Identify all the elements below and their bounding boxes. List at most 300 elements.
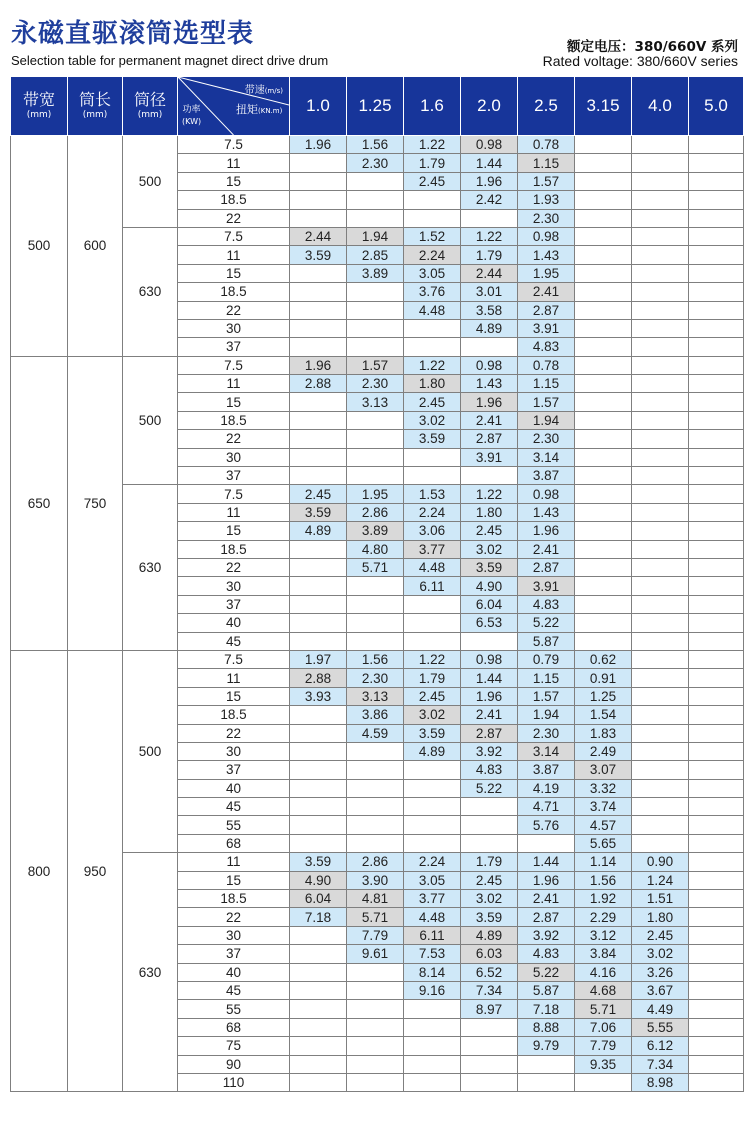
torque-cell	[290, 283, 347, 301]
torque-cell	[290, 595, 347, 613]
torque-cell: 1.57	[518, 687, 575, 705]
torque-cell: 3.59	[404, 430, 461, 448]
torque-cell: 5.87	[518, 981, 575, 999]
belt-width-cell: 650	[11, 356, 68, 650]
power-cell: 18.5	[178, 411, 290, 429]
torque-cell: 2.30	[347, 154, 404, 172]
power-cell: 11	[178, 246, 290, 264]
torque-cell	[632, 485, 689, 503]
torque-cell: 1.22	[404, 356, 461, 374]
torque-cell	[347, 283, 404, 301]
torque-cell	[347, 834, 404, 852]
torque-cell: 6.04	[290, 890, 347, 908]
torque-cell: 4.83	[461, 761, 518, 779]
torque-cell	[290, 926, 347, 944]
torque-cell: 5.71	[347, 908, 404, 926]
torque-cell: 0.90	[632, 853, 689, 871]
torque-cell: 3.13	[347, 393, 404, 411]
torque-cell: 3.59	[290, 246, 347, 264]
torque-cell: 1.94	[347, 227, 404, 245]
belt-width-cell: 800	[11, 650, 68, 1091]
torque-cell	[290, 761, 347, 779]
torque-cell	[518, 1055, 575, 1073]
torque-cell	[461, 632, 518, 650]
torque-cell	[689, 154, 744, 172]
torque-cell	[632, 706, 689, 724]
torque-cell	[290, 209, 347, 227]
torque-cell	[404, 1037, 461, 1055]
torque-cell: 7.18	[518, 1000, 575, 1018]
power-cell: 30	[178, 319, 290, 337]
torque-cell	[347, 1055, 404, 1073]
torque-cell	[632, 540, 689, 558]
torque-cell	[404, 319, 461, 337]
power-cell: 45	[178, 981, 290, 999]
torque-cell: 4.59	[347, 724, 404, 742]
torque-cell	[290, 981, 347, 999]
torque-cell	[575, 1073, 632, 1091]
torque-cell	[461, 209, 518, 227]
torque-cell: 1.15	[518, 669, 575, 687]
torque-cell	[347, 816, 404, 834]
torque-cell: 1.96	[518, 522, 575, 540]
torque-cell: 9.16	[404, 981, 461, 999]
col-drum-diameter	[123, 77, 178, 136]
torque-cell: 3.92	[518, 926, 575, 944]
torque-cell: 1.57	[518, 172, 575, 190]
power-unit: (KW)	[182, 117, 202, 126]
torque-cell: 3.91	[518, 577, 575, 595]
torque-cell	[689, 1037, 744, 1055]
torque-cell: 4.83	[518, 338, 575, 356]
torque-cell: 2.41	[518, 540, 575, 558]
torque-cell	[290, 467, 347, 485]
torque-cell	[689, 834, 744, 852]
torque-cell	[632, 816, 689, 834]
torque-cell	[689, 283, 744, 301]
torque-cell: 2.41	[461, 706, 518, 724]
torque-cell	[632, 779, 689, 797]
power-cell: 90	[178, 1055, 290, 1073]
torque-cell	[689, 209, 744, 227]
torque-cell: 3.93	[290, 687, 347, 705]
torque-cell	[689, 871, 744, 889]
torque-cell	[689, 136, 744, 154]
torque-cell: 0.98	[461, 136, 518, 154]
torque-cell	[689, 614, 744, 632]
torque-cell: 3.59	[461, 908, 518, 926]
torque-cell: 6.11	[404, 577, 461, 595]
torque-cell: 1.44	[518, 853, 575, 871]
torque-cell: 5.22	[518, 963, 575, 981]
torque-cell	[632, 503, 689, 521]
torque-cell	[290, 1073, 347, 1091]
torque-cell	[632, 834, 689, 852]
torque-cell: 4.83	[518, 945, 575, 963]
power-cell: 15	[178, 687, 290, 705]
torque-cell: 1.53	[404, 485, 461, 503]
torque-cell	[689, 522, 744, 540]
torque-cell	[347, 448, 404, 466]
col-drum-length	[68, 77, 123, 136]
torque-cell: 1.56	[575, 871, 632, 889]
power-cell: 15	[178, 393, 290, 411]
power-cell: 37	[178, 467, 290, 485]
torque-cell: 2.88	[290, 375, 347, 393]
torque-cell: 2.44	[290, 227, 347, 245]
torque-cell	[347, 1073, 404, 1091]
torque-cell	[290, 1055, 347, 1073]
torque-cell: 1.96	[461, 172, 518, 190]
torque-cell	[290, 945, 347, 963]
torque-cell: 1.43	[461, 375, 518, 393]
power-cell: 37	[178, 761, 290, 779]
torque-cell: 0.98	[461, 650, 518, 668]
torque-cell: 1.95	[518, 264, 575, 282]
page-subtitle: Selection table for permanent magnet direct drive drum	[11, 53, 329, 68]
torque-cell: 2.87	[461, 430, 518, 448]
torque-cell: 1.22	[404, 650, 461, 668]
torque-cell: 2.45	[290, 485, 347, 503]
torque-cell: 3.02	[461, 540, 518, 558]
torque-cell	[575, 283, 632, 301]
torque-cell: 0.62	[575, 650, 632, 668]
torque-cell: 1.43	[518, 503, 575, 521]
drum-diameter-cell: 500	[123, 356, 178, 485]
torque-cell: 2.30	[518, 430, 575, 448]
torque-cell	[575, 595, 632, 613]
torque-cell	[689, 890, 744, 908]
torque-cell	[575, 393, 632, 411]
torque-cell: 1.80	[461, 503, 518, 521]
torque-cell	[575, 577, 632, 595]
torque-cell	[404, 1000, 461, 1018]
torque-cell	[575, 191, 632, 209]
torque-cell: 1.52	[404, 227, 461, 245]
torque-cell	[290, 1018, 347, 1036]
torque-cell	[632, 558, 689, 576]
torque-cell	[575, 338, 632, 356]
power-cell: 30	[178, 577, 290, 595]
torque-cell: 2.87	[518, 301, 575, 319]
torque-cell	[575, 319, 632, 337]
torque-cell: 3.02	[404, 411, 461, 429]
torque-cell	[632, 577, 689, 595]
torque-cell	[575, 154, 632, 172]
torque-cell	[290, 724, 347, 742]
torque-cell: 2.41	[518, 890, 575, 908]
torque-cell	[575, 430, 632, 448]
torque-cell	[689, 595, 744, 613]
drum-diameter-cell: 630	[123, 227, 178, 356]
torque-cell	[689, 908, 744, 926]
torque-cell: 4.16	[575, 963, 632, 981]
torque-cell: 2.45	[461, 871, 518, 889]
torque-cell	[347, 209, 404, 227]
torque-cell: 2.87	[461, 724, 518, 742]
torque-cell	[290, 172, 347, 190]
torque-cell: 1.92	[575, 890, 632, 908]
power-cell: 7.5	[178, 136, 290, 154]
torque-cell: 4.68	[575, 981, 632, 999]
torque-cell: 3.14	[518, 448, 575, 466]
torque-cell	[290, 191, 347, 209]
torque-cell: 2.87	[518, 908, 575, 926]
torque-cell: 0.98	[518, 227, 575, 245]
torque-cell: 1.57	[518, 393, 575, 411]
torque-cell: 9.79	[518, 1037, 575, 1055]
power-cell: 11	[178, 853, 290, 871]
torque-cell: 1.57	[347, 356, 404, 374]
torque-cell	[347, 779, 404, 797]
rated-voltage-en: Rated voltage: 380/660V series	[542, 53, 738, 69]
torque-cell: 2.24	[404, 853, 461, 871]
torque-cell: 3.58	[461, 301, 518, 319]
torque-cell	[290, 338, 347, 356]
torque-cell: 4.80	[347, 540, 404, 558]
torque-cell	[689, 356, 744, 374]
drum-diameter-cell: 630	[123, 853, 178, 1092]
torque-cell	[575, 246, 632, 264]
torque-cell	[689, 981, 744, 999]
torque-cell	[290, 264, 347, 282]
torque-cell: 2.24	[404, 246, 461, 264]
torque-cell	[290, 1000, 347, 1018]
torque-cell	[632, 375, 689, 393]
torque-cell: 7.18	[290, 908, 347, 926]
torque-cell	[632, 761, 689, 779]
torque-cell	[632, 742, 689, 760]
torque-cell: 2.45	[632, 926, 689, 944]
torque-cell	[347, 430, 404, 448]
torque-cell	[404, 595, 461, 613]
torque-cell	[689, 816, 744, 834]
power-cell: 75	[178, 1037, 290, 1055]
torque-cell: 1.56	[347, 136, 404, 154]
torque-cell	[290, 742, 347, 760]
torque-cell	[632, 522, 689, 540]
torque-cell	[632, 411, 689, 429]
torque-cell: 3.90	[347, 871, 404, 889]
torque-cell	[347, 319, 404, 337]
torque-cell: 3.87	[518, 467, 575, 485]
torque-cell	[404, 798, 461, 816]
drum-diameter-cell: 630	[123, 485, 178, 651]
power-cell: 68	[178, 1018, 290, 1036]
table-row	[11, 356, 744, 374]
power-cell: 7.5	[178, 227, 290, 245]
torque-cell: 5.55	[632, 1018, 689, 1036]
speed-col-header: 1.25	[347, 77, 404, 136]
power-cell: 22	[178, 301, 290, 319]
torque-cell: 3.02	[461, 890, 518, 908]
torque-cell: 2.87	[518, 558, 575, 576]
torque-cell: 5.22	[518, 614, 575, 632]
torque-cell	[689, 632, 744, 650]
torque-cell	[347, 191, 404, 209]
torque-cell: 4.90	[290, 871, 347, 889]
torque-cell	[575, 209, 632, 227]
torque-cell: 3.89	[347, 264, 404, 282]
col-drum-length-unit: (mm)	[82, 110, 108, 120]
torque-cell	[290, 614, 347, 632]
power-cell: 22	[178, 724, 290, 742]
power-cell: 30	[178, 448, 290, 466]
torque-cell: 2.45	[404, 393, 461, 411]
torque-cell	[689, 375, 744, 393]
power-cell: 18.5	[178, 191, 290, 209]
torque-cell	[404, 191, 461, 209]
torque-cell: 1.95	[347, 485, 404, 503]
torque-cell	[404, 1073, 461, 1091]
torque-cell: 1.94	[518, 706, 575, 724]
torque-cell	[632, 595, 689, 613]
torque-cell: 1.51	[632, 890, 689, 908]
power-cell: 18.5	[178, 540, 290, 558]
torque-cell: 4.90	[461, 577, 518, 595]
torque-cell	[290, 558, 347, 576]
torque-cell: 7.53	[404, 945, 461, 963]
torque-cell: 4.89	[461, 319, 518, 337]
torque-cell	[689, 945, 744, 963]
torque-cell	[689, 724, 744, 742]
torque-cell: 1.44	[461, 154, 518, 172]
torque-cell: 3.07	[575, 761, 632, 779]
torque-cell: 3.59	[290, 853, 347, 871]
torque-cell	[632, 687, 689, 705]
torque-cell	[575, 375, 632, 393]
torque-cell: 4.49	[632, 1000, 689, 1018]
power-cell: 22	[178, 430, 290, 448]
torque-cell: 2.29	[575, 908, 632, 926]
torque-cell: 1.44	[461, 669, 518, 687]
torque-label: 扭矩(KN.m)	[236, 103, 283, 116]
torque-cell	[347, 1018, 404, 1036]
torque-cell: 1.54	[575, 706, 632, 724]
torque-cell: 3.84	[575, 945, 632, 963]
torque-cell: 1.56	[347, 650, 404, 668]
torque-cell	[689, 1000, 744, 1018]
torque-cell	[347, 338, 404, 356]
torque-cell	[632, 154, 689, 172]
torque-cell: 7.34	[461, 981, 518, 999]
torque-cell: 5.71	[347, 558, 404, 576]
power-cell: 11	[178, 503, 290, 521]
power-cell: 110	[178, 1073, 290, 1091]
torque-cell: 1.24	[632, 871, 689, 889]
speed-col-header: 2.0	[461, 77, 518, 136]
torque-cell	[347, 981, 404, 999]
torque-cell: 1.80	[632, 908, 689, 926]
torque-cell: 2.41	[461, 411, 518, 429]
torque-cell: 4.83	[518, 595, 575, 613]
torque-cell	[290, 779, 347, 797]
col-belt-width	[11, 77, 68, 136]
torque-cell: 0.98	[518, 485, 575, 503]
torque-cell: 1.15	[518, 375, 575, 393]
torque-cell: 6.12	[632, 1037, 689, 1055]
torque-cell	[575, 448, 632, 466]
torque-cell: 8.98	[632, 1073, 689, 1091]
torque-cell: 3.12	[575, 926, 632, 944]
page-title: 永磁直驱滚筒选型表	[11, 19, 255, 49]
torque-cell: 2.30	[347, 669, 404, 687]
speed-col-header: 1.6	[404, 77, 461, 136]
torque-cell	[404, 467, 461, 485]
torque-cell	[404, 779, 461, 797]
torque-cell: 8.14	[404, 963, 461, 981]
torque-cell	[632, 356, 689, 374]
torque-cell	[575, 172, 632, 190]
torque-cell	[689, 540, 744, 558]
torque-cell: 3.02	[632, 945, 689, 963]
torque-cell	[632, 393, 689, 411]
torque-cell	[461, 834, 518, 852]
drum-length-cell: 600	[68, 136, 123, 357]
torque-cell: 1.25	[575, 687, 632, 705]
torque-cell	[632, 650, 689, 668]
torque-cell	[689, 430, 744, 448]
torque-cell: 2.41	[518, 283, 575, 301]
torque-cell	[689, 172, 744, 190]
torque-cell	[575, 522, 632, 540]
power-cell: 37	[178, 945, 290, 963]
torque-cell	[632, 209, 689, 227]
torque-cell	[461, 338, 518, 356]
torque-cell	[461, 1073, 518, 1091]
speed-col-header: 5.0	[689, 77, 744, 136]
torque-cell	[689, 246, 744, 264]
torque-cell: 3.76	[404, 283, 461, 301]
torque-cell	[290, 798, 347, 816]
torque-cell	[404, 338, 461, 356]
torque-cell: 3.14	[518, 742, 575, 760]
torque-cell: 1.96	[290, 356, 347, 374]
torque-cell: 4.48	[404, 558, 461, 576]
torque-cell	[689, 411, 744, 429]
power-cell: 7.5	[178, 650, 290, 668]
torque-cell	[632, 264, 689, 282]
power-cell: 18.5	[178, 890, 290, 908]
torque-cell	[689, 577, 744, 595]
torque-cell	[632, 172, 689, 190]
torque-cell: 2.85	[347, 246, 404, 264]
torque-cell: 1.97	[290, 650, 347, 668]
power-cell: 22	[178, 209, 290, 227]
torque-cell: 3.77	[404, 890, 461, 908]
torque-cell	[689, 485, 744, 503]
power-cell: 11	[178, 375, 290, 393]
torque-cell	[404, 761, 461, 779]
speed-label: 带速(m/s)	[244, 85, 283, 96]
torque-cell: 3.02	[404, 706, 461, 724]
torque-cell	[404, 209, 461, 227]
torque-cell: 5.71	[575, 1000, 632, 1018]
torque-cell: 2.86	[347, 853, 404, 871]
speed-col-header: 4.0	[632, 77, 689, 136]
torque-cell	[290, 319, 347, 337]
torque-cell	[347, 595, 404, 613]
speed-col-header: 3.15	[575, 77, 632, 136]
torque-cell: 0.78	[518, 136, 575, 154]
torque-cell: 1.96	[290, 136, 347, 154]
torque-cell	[632, 283, 689, 301]
torque-cell: 1.96	[461, 687, 518, 705]
torque-cell: 3.74	[575, 798, 632, 816]
torque-cell	[290, 816, 347, 834]
torque-cell	[632, 632, 689, 650]
torque-cell: 0.91	[575, 669, 632, 687]
